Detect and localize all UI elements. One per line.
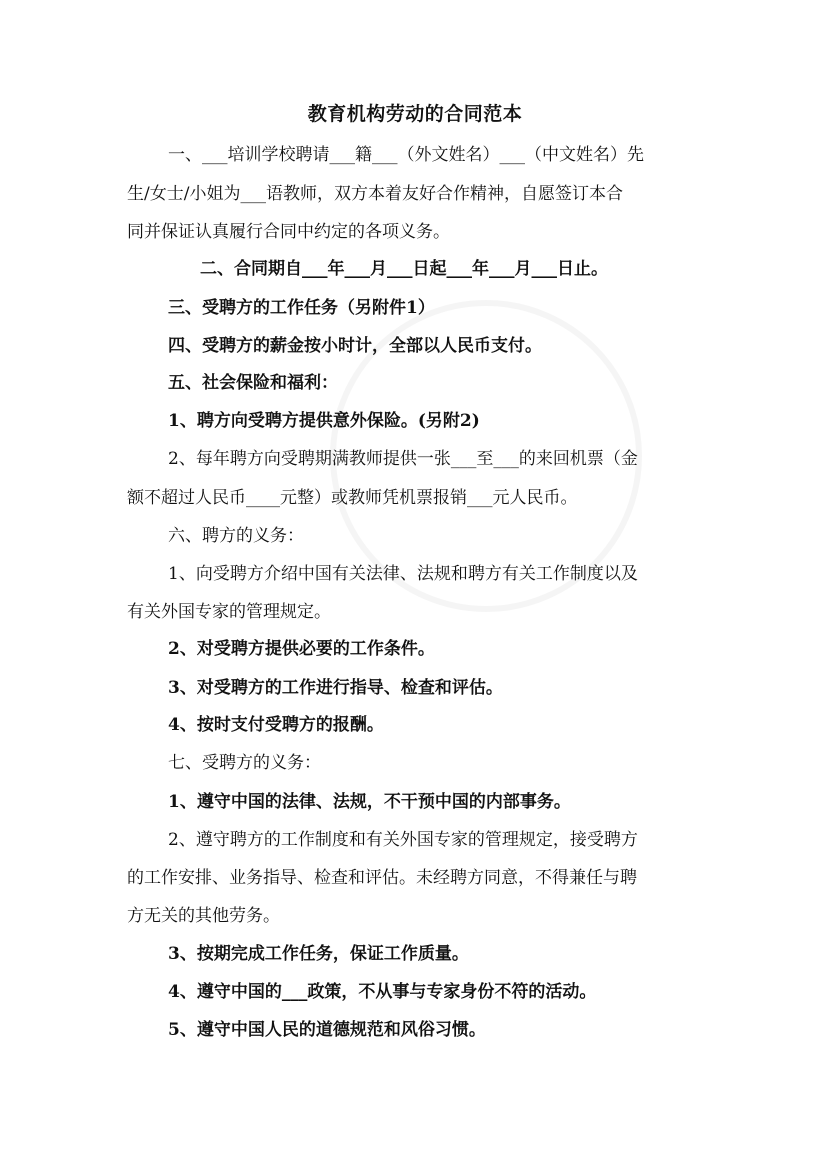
clause-5-item-2-line-1: 2、每年聘方向受聘期满教师提供一张___至___的来回机票（金 <box>168 449 638 469</box>
document-title: 教育机构劳动的合同范本 <box>307 103 523 125</box>
clause-7-item-5: 5、遵守中国人民的道德规范和风俗习惯。 <box>168 1020 486 1040</box>
clause-2-contract-period: 二、合同期自___年___月___日起___年___月___日止。 <box>200 259 608 279</box>
clause-1-line-2: 生/女士/小姐为___语教师，双方本着友好合作精神，自愿签订本合 <box>127 184 623 204</box>
clause-7-item-2-line-1: 2、遵守聘方的工作制度和有关外国专家的管理规定，接受聘方 <box>168 830 638 850</box>
clause-6-item-1-line-1: 1、向受聘方介绍中国有关法律、法规和聘方有关工作制度以及 <box>168 564 638 584</box>
clause-7-item-1: 1、遵守中国的法律、法规，不干预中国的内部事务。 <box>168 792 571 812</box>
clause-6-item-4: 4、按时支付受聘方的报酬。 <box>168 715 384 735</box>
clause-7-heading: 七、受聘方的义务： <box>168 753 321 773</box>
clause-1-line-1: 一、___培训学校聘请___籍___（外文姓名）___（中文姓名）先 <box>168 145 644 165</box>
clause-3-work-tasks: 三、受聘方的工作任务（另附件1） <box>168 298 435 318</box>
clause-1-line-3: 同并保证认真履行合同中约定的各项义务。 <box>127 222 450 242</box>
clause-7-item-2-line-3: 方无关的其他劳务。 <box>127 906 280 926</box>
clause-5-heading: 五、社会保险和福利： <box>168 373 338 393</box>
clause-7-item-4: 4、遵守中国的___政策，不从事与专家身份不符的活动。 <box>168 982 597 1002</box>
clause-6-item-1-line-2: 有关外国专家的管理规定。 <box>127 602 331 622</box>
clause-6-heading: 六、聘方的义务： <box>168 526 304 546</box>
clause-7-item-3: 3、按期完成工作任务，保证工作质量。 <box>168 944 469 964</box>
clause-5-item-1: 1、聘方向受聘方提供意外保险。(另附2) <box>168 411 480 431</box>
clause-6-item-3: 3、对受聘方的工作进行指导、检查和评估。 <box>168 678 503 698</box>
clause-5-item-2-line-2: 额不超过人民币____元整）或教师凭机票报销___元人民币。 <box>127 488 578 508</box>
clause-4-salary: 四、受聘方的薪金按小时计，全部以人民币支付。 <box>168 336 542 356</box>
clause-6-item-2: 2、对受聘方提供必要的工作条件。 <box>168 639 435 659</box>
clause-7-item-2-line-2: 的工作安排、业务指导、检查和评估。未经聘方同意，不得兼任与聘 <box>127 868 637 888</box>
